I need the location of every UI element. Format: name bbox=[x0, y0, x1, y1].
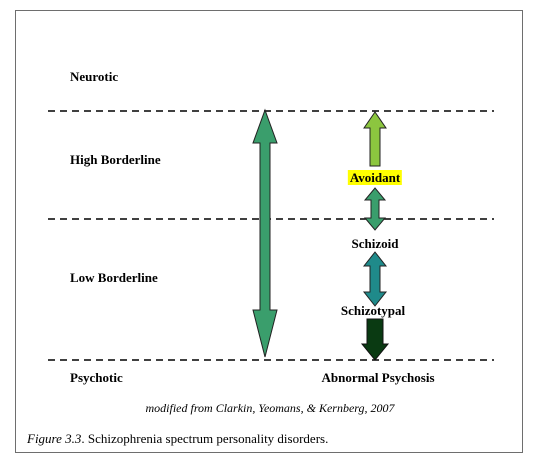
avoidant-highlight: Avoidant bbox=[349, 170, 401, 185]
figure-caption bbox=[27, 431, 328, 447]
figure-number: Figure 3.3 bbox=[27, 431, 82, 446]
schizotypal-down-arrow bbox=[362, 319, 388, 360]
avoidant-schizoid-double-arrow bbox=[365, 188, 385, 230]
disorder-label-abnormal-psychosis: Abnormal Psychosis bbox=[321, 370, 435, 385]
figure-caption-text: . Schizophrenia spectrum personality disorders. bbox=[81, 431, 329, 446]
spectrum-double-arrow bbox=[253, 110, 277, 357]
disorder-label-schizoid: Schizoid bbox=[351, 236, 399, 251]
avoidant-up-arrow bbox=[364, 112, 386, 166]
level-label-psychotic: Psychotic bbox=[70, 370, 123, 385]
level-label-high-borderline: High Borderline bbox=[70, 152, 161, 167]
schizoid-schizotypal-double-arrow bbox=[364, 252, 386, 306]
disorder-label-avoidant bbox=[348, 170, 402, 186]
disorder-label-schizotypal: Schizotypal bbox=[340, 303, 406, 318]
level-label-neurotic: Neurotic bbox=[70, 69, 119, 84]
source-credit: modified from Clarkin, Yeomans, & Kernberg, 2007 bbox=[145, 401, 395, 415]
level-label-low-borderline: Low Borderline bbox=[70, 270, 158, 285]
